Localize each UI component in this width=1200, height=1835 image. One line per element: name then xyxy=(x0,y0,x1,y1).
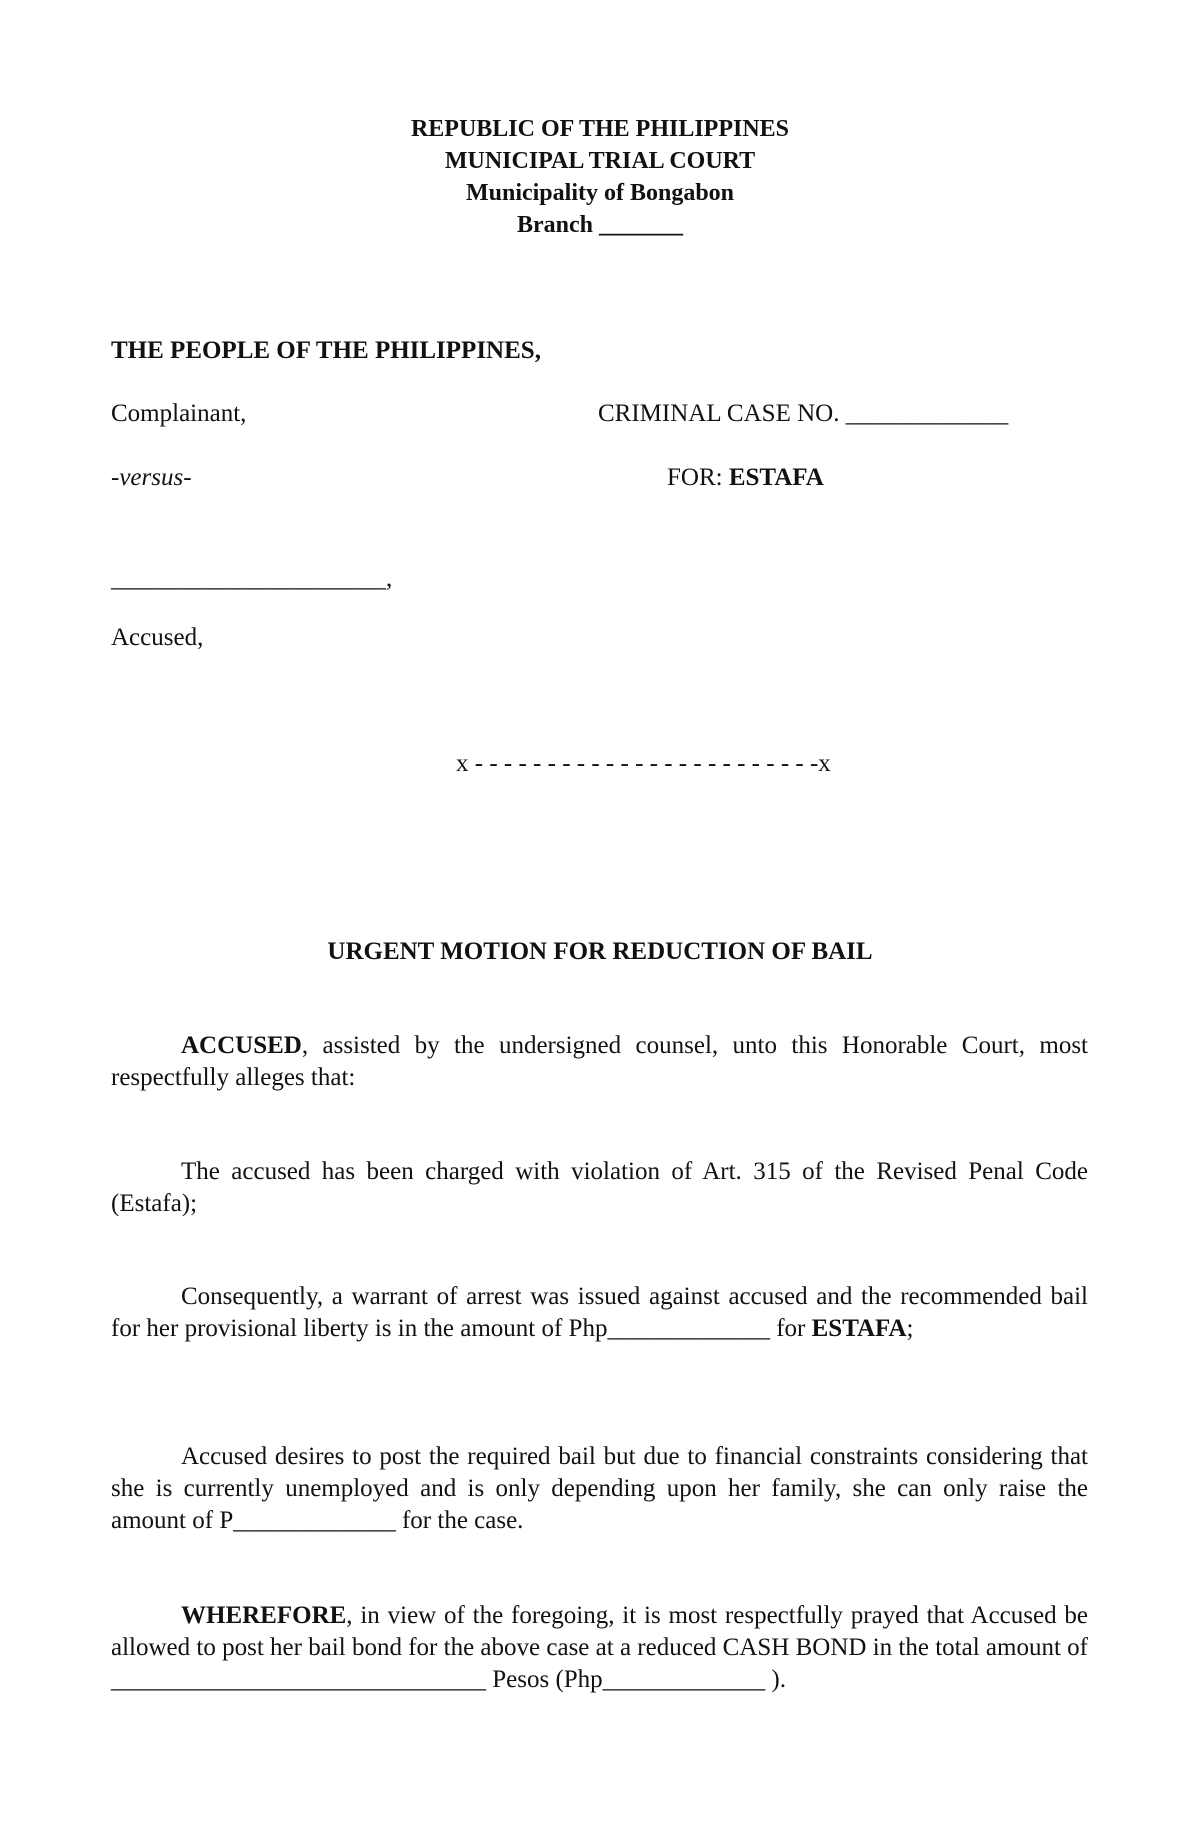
header-republic: REPUBLIC OF THE PHILIPPINES xyxy=(410,116,790,142)
paragraph-3-offense: ESTAFA xyxy=(811,1315,907,1342)
for-label: FOR: xyxy=(667,464,729,491)
paragraph-3-end: ; xyxy=(906,1315,914,1342)
paragraph-3-text: Consequently, a warrant of arrest was issued against accused and the recommended bail for her provisional liberty is in the amount of Php_____________ for xyxy=(111,1283,1088,1342)
prayer-lead: WHEREFORE xyxy=(181,1602,347,1629)
paragraph-2: The accused has been charged with violation of Art. 315 of the Revised Penal Code (Estafa); xyxy=(111,1158,1088,1217)
accused-name-blank: ______________________, xyxy=(111,565,393,592)
prayer-text: , in view of the foregoing, it is most respectfully prayed that Accused be allowed to post her bail bond for the above case at a reduced CASH BOND in the total amount of ______________________________ Pesos (Php_____________ ). xyxy=(111,1602,1088,1693)
accused-label: Accused, xyxy=(111,624,204,651)
prayer-paragraph xyxy=(111,1600,1088,1696)
paragraph-3 xyxy=(111,1281,1088,1345)
court-header xyxy=(0,113,1200,241)
motion-title: URGENT MOTION FOR REDUCTION OF BAIL xyxy=(327,938,873,965)
header-municipality: Municipality of Bongabon xyxy=(465,180,735,206)
offense-line xyxy=(667,462,824,494)
paragraph-1 xyxy=(111,1030,1088,1094)
header-branch: Branch _______ xyxy=(516,212,683,238)
caption-separator: x - - - - - - - - - - - - - - - - - - - - - - - -x xyxy=(456,750,831,777)
complainant-label: Complainant, xyxy=(111,400,247,427)
paragraph-4: Accused desires to post the required bail but due to financial constraints considering that she is currently unemployed and is only depending upon her family, she can only raise the amount of P_____________ for the case. xyxy=(111,1443,1088,1534)
paragraph-1-text: , assisted by the undersigned counsel, unto this Honorable Court, most respectfully alleges that: xyxy=(111,1032,1088,1091)
versus-label: -versus- xyxy=(111,464,192,491)
criminal-case-number: CRIMINAL CASE NO. _____________ xyxy=(598,400,1009,427)
plaintiff-name: THE PEOPLE OF THE PHILIPPINES, xyxy=(111,337,541,364)
header-court: MUNICIPAL TRIAL COURT xyxy=(444,148,756,174)
offense-value: ESTAFA xyxy=(728,464,824,491)
paragraph-1-lead: ACCUSED xyxy=(181,1032,302,1059)
